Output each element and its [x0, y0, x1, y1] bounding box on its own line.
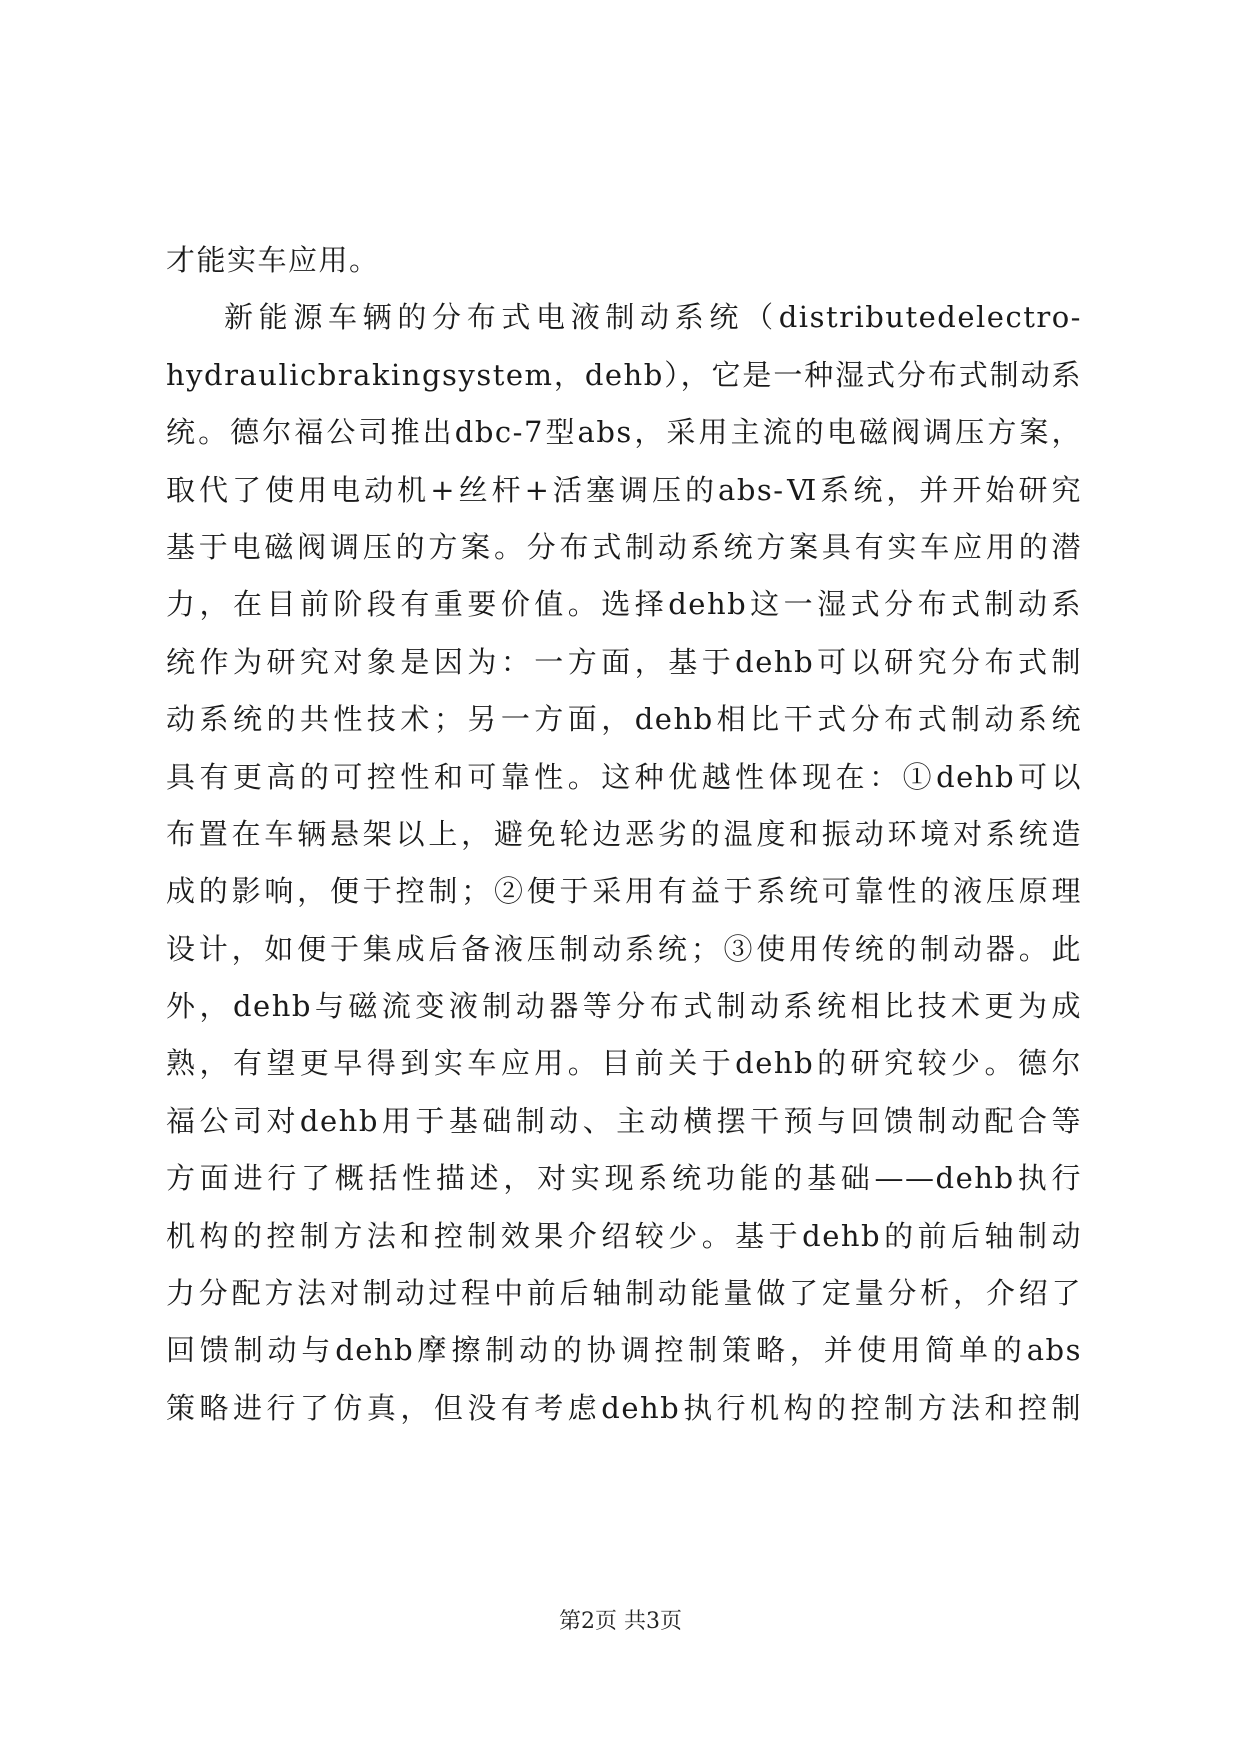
text-line: 统作为研究对象是因为：一方面，基于dehb可以研究分布式制: [166, 644, 1082, 679]
text-line: 成的影响，便于控制；②便于采用有益于系统可靠性的液压原理: [166, 874, 1082, 909]
text-line: hydraulicbrakingsystem，dehb），它是一种湿式分布式制动系: [166, 357, 1082, 392]
text-line: 福公司对dehb用于基础制动、主动横摆干预与回馈制动配合等: [166, 1103, 1082, 1138]
text-line: 外，dehb与磁流变液制动器等分布式制动系统相比技术更为成: [166, 989, 1082, 1024]
paragraph-first-line: 新能源车辆的分布式电液制动系统（distributedelectro-: [224, 300, 1082, 335]
text-line: 设计，如便于集成后备液压制动系统；③使用传统的制动器。此: [166, 931, 1082, 966]
text-line: 回馈制动与dehb摩擦制动的协调控制策略，并使用简单的abs: [166, 1333, 1082, 1368]
text-line: 动系统的共性技术；另一方面，dehb相比干式分布式制动系统: [166, 702, 1082, 737]
text-line: 取代了使用电动机+丝杆+活塞调压的abs-Ⅵ系统，并开始研究: [166, 472, 1082, 507]
text-line: 统。德尔福公司推出dbc-7型abs，采用主流的电磁阀调压方案，: [166, 415, 1082, 450]
text-line: 方面进行了概括性描述，对实现系统功能的基础——dehb执行: [166, 1161, 1082, 1196]
text-line: 策略进行了仿真，但没有考虑dehb执行机构的控制方法和控制: [166, 1390, 1082, 1425]
text-line: 机构的控制方法和控制效果介绍较少。基于dehb的前后轴制动: [166, 1218, 1082, 1253]
text-line: 力，在目前阶段有重要价值。选择dehb这一湿式分布式制动系: [166, 587, 1082, 622]
body-text: [166, 232, 1082, 1437]
text-line: 布置在车辆悬架以上，避免轮边恶劣的温度和振动环境对系统造: [166, 816, 1082, 851]
text-line: 力分配方法对制动过程中前后轴制动能量做了定量分析，介绍了: [166, 1276, 1082, 1311]
text-line: 才能实车应用。: [166, 243, 380, 277]
page-footer: 第2页 共3页: [559, 1609, 682, 1634]
text-line: 具有更高的可控性和可靠性。这种优越性体现在：①dehb可以: [166, 759, 1082, 794]
text-line: 熟，有望更早得到实车应用。目前关于dehb的研究较少。德尔: [166, 1046, 1082, 1081]
text-line: 基于电磁阀调压的方案。分布式制动系统方案具有实车应用的潜: [166, 529, 1082, 564]
